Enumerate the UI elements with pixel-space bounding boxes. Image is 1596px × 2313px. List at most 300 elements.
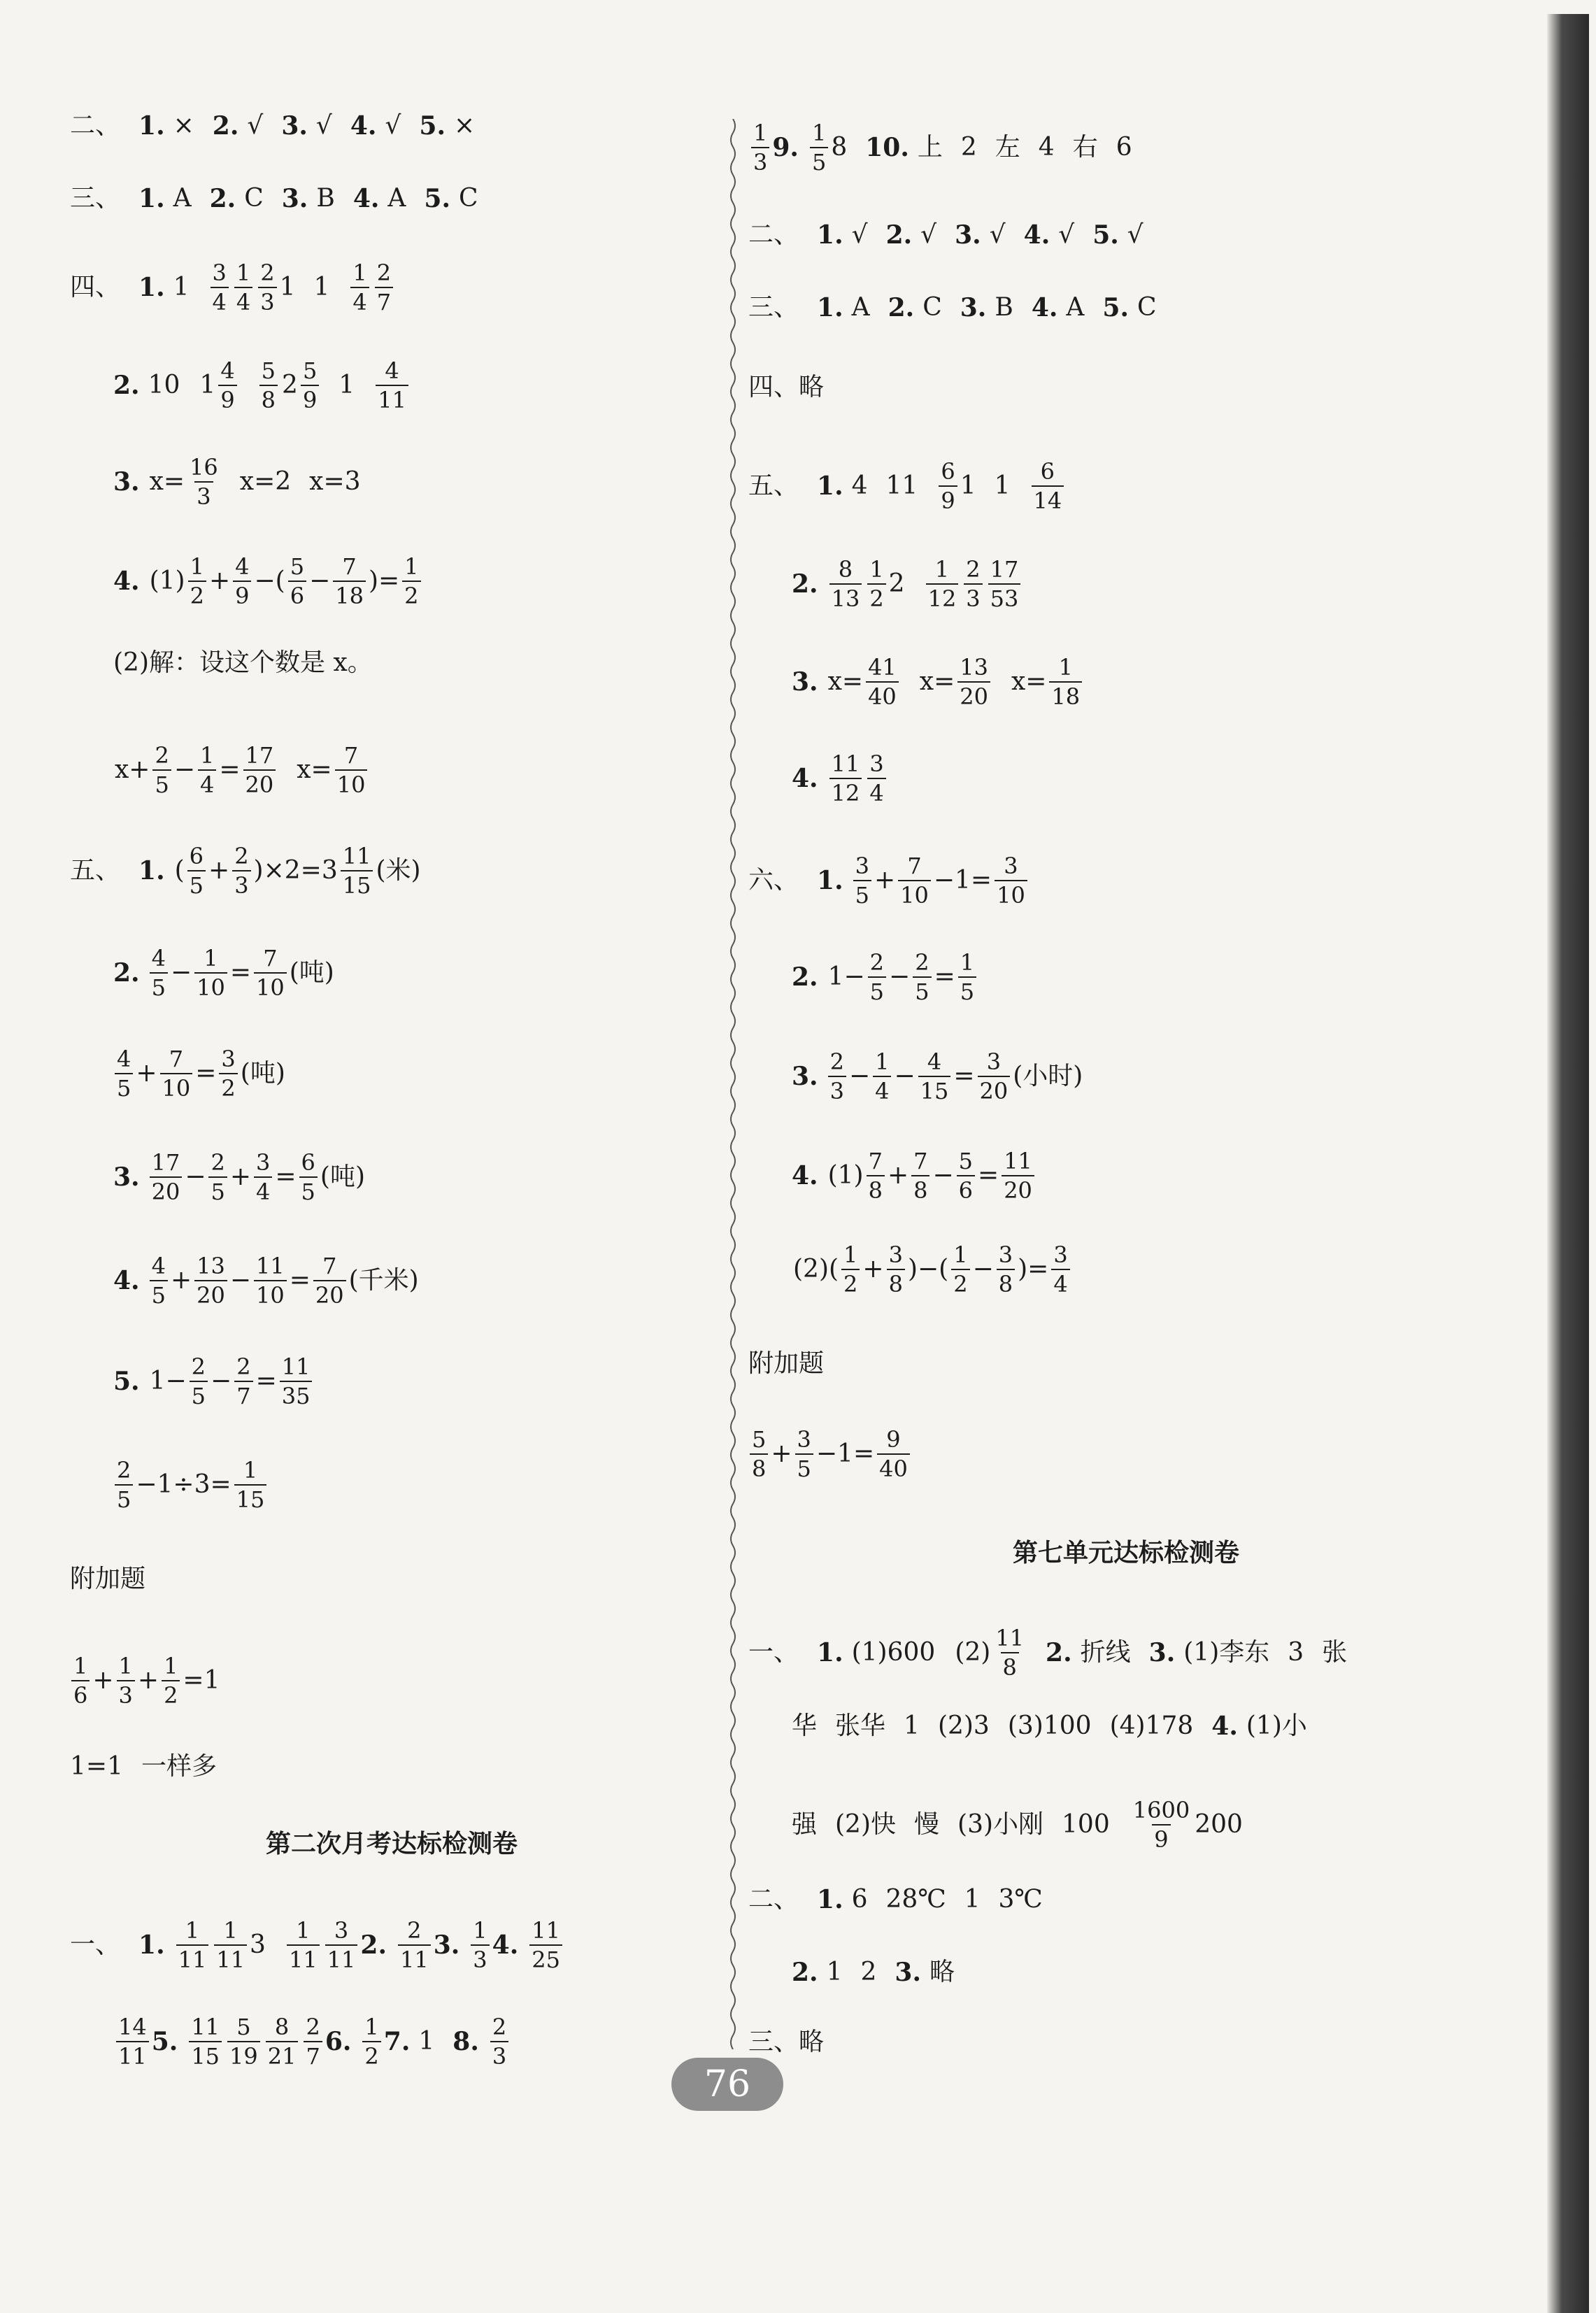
answer-text: × — [173, 111, 194, 140]
fraction-denominator: 10 — [335, 769, 368, 797]
fraction-denominator: 3 — [258, 287, 276, 315]
fraction-numerator: 4 — [117, 1046, 131, 1072]
fraction-numerator: 7 — [169, 1046, 184, 1072]
answer-line — [792, 751, 886, 806]
fraction-numerator: 3 — [221, 1046, 236, 1072]
answer-text: 10 — [148, 371, 180, 399]
fraction-denominator: 20 — [313, 1280, 346, 1308]
math-expression — [827, 655, 900, 709]
answer-text: 8 — [831, 133, 848, 162]
fraction-denominator: 4 — [1051, 1269, 1069, 1297]
math-expression — [792, 1242, 1071, 1297]
fraction — [867, 1148, 885, 1203]
fraction-denominator: 11 — [325, 1944, 358, 1972]
fraction — [375, 260, 393, 315]
fraction — [997, 1242, 1015, 1297]
fraction — [208, 1150, 227, 1204]
expression-text: − — [173, 755, 195, 784]
fraction-denominator: 20 — [150, 1176, 183, 1204]
fraction-numerator: 5 — [958, 1148, 974, 1174]
question-number: 5. — [424, 184, 450, 213]
answer-line — [70, 1565, 145, 1593]
fraction — [162, 1653, 180, 1708]
expression-text: − — [309, 567, 331, 595]
fraction — [301, 358, 319, 413]
fraction-numerator: 7 — [342, 553, 357, 580]
fraction-denominator: 5 — [152, 769, 171, 797]
fraction — [529, 1918, 562, 1972]
fraction-denominator: 5 — [150, 972, 168, 1000]
answer-text: 华 — [792, 1711, 818, 1740]
fraction-numerator: 1 — [1058, 654, 1073, 681]
fraction-numerator: 7 — [343, 742, 359, 769]
fraction-numerator: 11 — [342, 843, 371, 869]
fraction-numerator: 6 — [301, 1149, 315, 1176]
answer-text: 附加题 — [70, 1565, 146, 1593]
fraction — [150, 1150, 183, 1204]
fraction — [117, 1653, 135, 1708]
fraction — [243, 743, 276, 797]
answer-text: (1)小 — [1246, 1711, 1307, 1740]
answer-line — [113, 946, 336, 1000]
math-expression — [70, 1653, 222, 1708]
fraction-numerator: 3 — [212, 259, 227, 286]
answer-text: A — [387, 184, 406, 213]
fraction-numerator: 8 — [274, 2014, 290, 2040]
fraction — [313, 1253, 346, 1308]
fraction — [232, 844, 250, 898]
answer-line — [70, 260, 393, 315]
fraction-numerator: 1 — [73, 1653, 88, 1679]
answer-text: √ — [851, 220, 868, 249]
fraction — [288, 554, 306, 609]
answer-text: 三、略 — [748, 2028, 825, 2056]
answer-text: 张华 — [835, 1711, 886, 1740]
fraction — [227, 2014, 260, 2069]
fraction-denominator: 9 — [1152, 1824, 1170, 1852]
fraction-denominator: 20 — [243, 769, 276, 797]
answer-text: 六、 — [748, 866, 799, 895]
fraction-denominator: 35 — [280, 1381, 313, 1409]
answer-text: C — [1137, 293, 1157, 322]
expression-text: x= — [1011, 667, 1047, 696]
answer-line — [748, 1350, 824, 1378]
fraction-denominator: 5 — [208, 1176, 227, 1204]
fraction — [471, 1918, 489, 1972]
fraction — [751, 120, 769, 175]
fraction-numerator: 2 — [407, 1917, 422, 1944]
answer-text: √ — [1127, 220, 1143, 249]
expression-text: (吨) — [240, 1059, 285, 1088]
expression-text: = — [978, 1161, 999, 1190]
fraction — [957, 1148, 975, 1203]
fraction-denominator: 15 — [918, 1076, 951, 1104]
answer-text: 第二次月考达标检测卷 — [265, 1829, 518, 1858]
fraction — [258, 260, 276, 315]
fraction-denominator: 12 — [829, 778, 862, 806]
answer-text: 1 — [279, 273, 296, 301]
fraction-numerator: 11 — [831, 750, 860, 777]
answer-text: 第七单元达标检测卷 — [1012, 1538, 1239, 1567]
fraction — [868, 950, 886, 1004]
fraction-denominator: 8 — [887, 1269, 905, 1297]
question-number: 5. — [1102, 293, 1129, 322]
answer-line — [70, 1918, 562, 1972]
fraction — [198, 743, 216, 797]
answer-text: 左 — [995, 133, 1020, 162]
answer-text: √ — [920, 220, 937, 249]
answer-line — [113, 1354, 313, 1409]
fraction-denominator: 11 — [376, 385, 408, 413]
fraction-denominator: 9 — [233, 581, 251, 609]
fraction-denominator: 7 — [234, 1381, 252, 1409]
math-expression — [148, 946, 336, 1000]
question-number: 10. — [865, 133, 909, 162]
fraction — [877, 1427, 910, 1481]
question-number: 4. — [113, 567, 140, 596]
question-number: 2. — [113, 371, 140, 400]
answer-text: 1 — [173, 273, 190, 301]
answer-line — [70, 112, 475, 140]
expression-text: −1÷3= — [136, 1470, 231, 1499]
answer-text: × — [454, 111, 476, 140]
question-number: 3. — [792, 1062, 818, 1091]
answer-line — [113, 1253, 420, 1308]
fraction — [958, 950, 976, 1004]
fraction-numerator: 1 — [236, 259, 251, 286]
fraction — [234, 1458, 267, 1512]
fraction-numerator: 7 — [263, 945, 278, 972]
expression-text: 1− — [827, 962, 865, 991]
fraction-denominator: 9 — [939, 485, 957, 513]
fraction-denominator: 5 — [868, 976, 886, 1004]
fraction-denominator: 14 — [1032, 485, 1064, 513]
expression-text: − — [848, 1062, 871, 1090]
answer-text: A — [1066, 293, 1085, 322]
answer-text: 6 — [851, 1885, 868, 1914]
fraction-numerator: 5 — [290, 553, 305, 580]
fraction — [350, 260, 369, 315]
fraction-denominator: 5 — [958, 976, 976, 1004]
fraction-denominator: 20 — [1002, 1175, 1034, 1203]
answer-text: 1 — [418, 2027, 435, 2056]
fraction-denominator: 2 — [402, 581, 420, 609]
question-number: 5. — [113, 1367, 140, 1396]
fraction — [254, 946, 287, 1000]
expression-text: − — [229, 1266, 252, 1295]
answer-line — [113, 455, 361, 509]
expression-text: (2)( — [793, 1255, 839, 1283]
expression-text: (吨) — [320, 1162, 365, 1191]
answer-text: 200 — [1195, 1810, 1243, 1839]
question-number: 1. — [817, 220, 843, 250]
fraction-numerator: 1 — [164, 1653, 178, 1679]
fraction-numerator: 2 — [211, 1149, 225, 1176]
answer-line — [748, 120, 1132, 175]
question-number: 6. — [325, 2027, 352, 2056]
fraction-numerator: 2 — [117, 1457, 131, 1483]
fraction-denominator: 15 — [189, 2041, 222, 2069]
fraction-numerator: 1600 — [1132, 1797, 1190, 1823]
fraction-numerator: 2 — [492, 2014, 507, 2040]
fraction-denominator: 2 — [362, 2041, 380, 2069]
answer-text: 张 — [1322, 1638, 1348, 1667]
fraction-denominator: 4 — [873, 1076, 891, 1104]
fraction — [214, 1918, 247, 1972]
fraction-denominator: 11 — [116, 2041, 149, 2069]
expression-text: + — [208, 856, 230, 885]
expression-text: x= — [827, 667, 864, 696]
fraction — [993, 1625, 1026, 1680]
answer-text: 右 — [1072, 133, 1098, 162]
answer-text: √ — [385, 111, 401, 140]
math-expression — [748, 1427, 911, 1481]
fraction — [978, 1049, 1011, 1104]
fraction-denominator: 2 — [188, 581, 206, 609]
question-number: 5. — [1092, 220, 1119, 250]
answer-line — [748, 221, 1143, 249]
answer-line — [792, 557, 1020, 611]
fraction — [115, 1458, 133, 1512]
fraction-denominator: 2 — [867, 583, 885, 611]
fraction-denominator: 8 — [750, 1453, 768, 1481]
fraction-denominator: 3 — [490, 2041, 508, 2069]
fraction-denominator: 4 — [254, 1176, 272, 1204]
fraction — [853, 853, 871, 908]
fraction-denominator: 3 — [117, 1680, 135, 1708]
fraction — [280, 1354, 313, 1409]
fraction-numerator: 7 — [322, 1253, 337, 1279]
fraction — [299, 1150, 318, 1204]
math-expression — [953, 1625, 1027, 1680]
question-number: 3. — [792, 667, 818, 697]
expression-text: 1 — [199, 371, 216, 399]
fraction-numerator: 9 — [886, 1426, 901, 1453]
question-number: 7. — [383, 2027, 411, 2056]
fraction-numerator: 1 — [953, 1241, 968, 1268]
expression-text: + — [136, 1059, 157, 1088]
expression-text: − — [170, 958, 192, 987]
fraction — [187, 844, 206, 898]
answer-line — [748, 1625, 1347, 1680]
question-number: 3. — [433, 1930, 460, 1960]
answer-text: 强 — [792, 1810, 818, 1839]
answer-line — [113, 1150, 366, 1204]
fraction-numerator: 3 — [1004, 853, 1018, 879]
expression-text: − — [972, 1255, 994, 1283]
answer-text: (2)3 — [937, 1711, 990, 1740]
fraction-numerator: 1 — [934, 556, 950, 583]
fraction-numerator: 1 — [869, 556, 884, 583]
fraction-denominator: 19 — [227, 2041, 260, 2069]
question-number: 1. — [817, 471, 843, 501]
fraction-denominator: 7 — [375, 287, 393, 315]
question-number: 2. — [888, 293, 915, 322]
answer-text: 折线 — [1080, 1638, 1131, 1667]
answer-text: 2 — [888, 569, 905, 598]
answer-line — [113, 1046, 287, 1101]
answer-text: 4 — [851, 471, 868, 500]
expression-text: + — [137, 1666, 159, 1695]
fraction-numerator: 13 — [960, 654, 988, 681]
expression-text: (1) — [827, 1161, 864, 1190]
fraction-denominator: 10 — [995, 880, 1027, 908]
answer-line — [792, 1049, 1084, 1104]
fraction-denominator: 8 — [997, 1269, 1015, 1297]
answer-line — [748, 294, 1157, 322]
fraction — [254, 1150, 272, 1204]
fraction-denominator: 4 — [198, 769, 216, 797]
fraction — [873, 1049, 891, 1104]
answer-line — [748, 373, 824, 401]
fraction — [750, 1427, 768, 1481]
fraction-denominator: 18 — [333, 581, 366, 609]
fraction — [335, 743, 368, 797]
expression-text: = — [195, 1059, 217, 1088]
fraction-numerator: 1 — [404, 553, 419, 580]
fraction-numerator: 41 — [868, 654, 897, 681]
fraction-denominator: 10 — [160, 1073, 193, 1101]
math-expression — [280, 358, 320, 413]
fraction-numerator: 17 — [245, 742, 274, 769]
fraction-denominator: 5 — [795, 1453, 813, 1481]
math-expression — [113, 743, 277, 797]
answer-line — [748, 459, 1064, 513]
answer-text: (1)李东 — [1183, 1638, 1270, 1667]
answer-text: A — [851, 293, 870, 322]
question-number: 1. — [817, 1638, 843, 1667]
answer-line — [748, 1886, 1043, 1914]
answer-text: 上 — [917, 133, 943, 162]
fraction-numerator: 17 — [990, 556, 1019, 583]
answer-text: 1 — [994, 471, 1011, 500]
fraction — [194, 946, 227, 1000]
math-expression — [918, 655, 992, 709]
answer-text: √ — [989, 220, 1006, 249]
fraction-denominator: 5 — [853, 880, 871, 908]
fraction-denominator: 10 — [254, 972, 287, 1000]
fraction-numerator: 4 — [927, 1048, 942, 1075]
fraction — [490, 2014, 508, 2069]
fraction-denominator: 4 — [234, 287, 252, 315]
fraction-numerator: 1 — [364, 2014, 379, 2040]
fraction-numerator: 11 — [256, 1253, 285, 1279]
fraction-denominator: 15 — [341, 870, 373, 898]
fraction-numerator: 7 — [907, 853, 922, 879]
fraction-numerator: 5 — [302, 357, 318, 384]
answer-line — [113, 1458, 268, 1512]
fraction-denominator: 2 — [162, 1680, 180, 1708]
answer-text: 二、 — [748, 220, 799, 249]
question-number: 8. — [453, 2027, 479, 2056]
answer-text: 略 — [929, 1958, 955, 1986]
question-number: 1. — [817, 866, 843, 895]
page-number: 76 — [671, 2058, 783, 2111]
question-number: 3. — [113, 1162, 140, 1192]
fraction-denominator: 10 — [254, 1280, 287, 1308]
answer-text: x=3 — [309, 467, 361, 496]
answer-line — [70, 844, 422, 898]
fraction-numerator: 1 — [204, 945, 218, 972]
fraction-numerator: 4 — [385, 357, 399, 384]
fraction — [898, 853, 931, 908]
expression-text: x= — [149, 467, 185, 496]
fraction-numerator: 3 — [986, 1048, 1002, 1075]
answer-line — [792, 1798, 1243, 1852]
fraction-numerator: 6 — [189, 843, 204, 869]
expression-text: + — [771, 1439, 792, 1468]
answer-text: 3 — [250, 1930, 266, 1959]
fraction-numerator: 7 — [868, 1148, 883, 1174]
expression-text: )= — [368, 567, 400, 595]
fraction — [189, 2014, 222, 2069]
math-expression — [173, 844, 422, 898]
fraction-denominator: 3 — [194, 481, 213, 509]
answer-text: 1 — [826, 1958, 843, 1986]
answer-text: (3)小刚 — [957, 1810, 1044, 1839]
question-number: 3. — [955, 220, 981, 250]
expression-text: x+ — [115, 755, 150, 784]
fraction-denominator: 25 — [529, 1944, 562, 1972]
expression-text: = — [229, 958, 252, 987]
fraction-numerator: 1 — [243, 1457, 258, 1483]
math-expression — [827, 950, 978, 1004]
fraction-denominator: 20 — [194, 1280, 227, 1308]
expression-text: (米) — [376, 856, 421, 885]
fraction-denominator: 5 — [810, 147, 828, 175]
fraction-denominator: 3 — [232, 870, 250, 898]
answer-line — [113, 358, 408, 413]
fraction-numerator: 3 — [1053, 1241, 1068, 1268]
answer-text: (3)100 — [1007, 1711, 1092, 1740]
expression-text: = — [275, 1162, 297, 1191]
answer-text: B — [316, 184, 335, 213]
fraction-denominator: 20 — [957, 681, 990, 709]
fraction-numerator: 6 — [941, 458, 955, 485]
fraction-denominator: 10 — [194, 972, 227, 1000]
fraction — [1002, 1148, 1034, 1203]
fraction-denominator: 6 — [71, 1680, 90, 1708]
fraction-denominator: 3 — [471, 1944, 489, 1972]
fraction — [152, 743, 171, 797]
fraction-denominator: 6 — [957, 1175, 975, 1203]
expression-text: 1− — [149, 1367, 187, 1395]
fraction — [866, 655, 899, 709]
fraction-denominator: 2 — [951, 1269, 969, 1297]
answer-line — [113, 554, 422, 609]
expression-text: )×2=3 — [253, 856, 338, 885]
expression-text: −( — [254, 567, 285, 595]
fraction-numerator: 1 — [753, 120, 768, 146]
question-number: 2. — [113, 958, 140, 988]
math-expression — [852, 853, 1029, 908]
expression-text: )= — [1018, 1255, 1049, 1283]
fraction-numerator: 2 — [260, 259, 275, 286]
fraction — [841, 1242, 860, 1297]
expression-text: + — [208, 567, 231, 595]
fraction-numerator: 1 — [473, 1917, 487, 1944]
fraction — [194, 1253, 227, 1308]
fraction — [190, 1354, 208, 1409]
expression-text: x= — [919, 667, 955, 696]
expression-text: =1 — [183, 1666, 220, 1695]
answer-text: x=2 — [239, 467, 292, 496]
answer-text: C — [459, 184, 478, 213]
expression-text: (1) — [149, 567, 185, 595]
fraction-numerator: 1 — [811, 120, 827, 146]
answer-text: 100 — [1062, 1810, 1110, 1839]
expression-text: (千米) — [348, 1266, 419, 1295]
